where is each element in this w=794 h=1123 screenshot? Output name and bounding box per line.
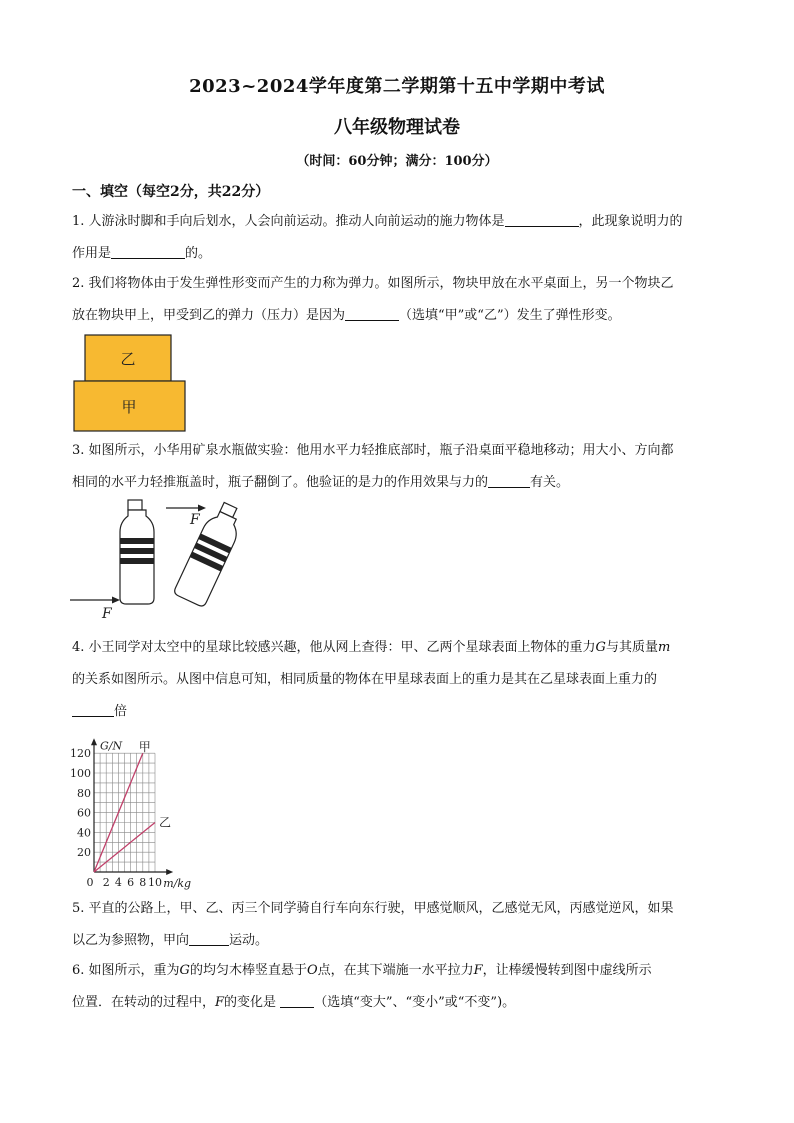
question-6-text: ，让棒缓慢转到图中虚线所示 (482, 963, 652, 978)
question-6-line-2 (72, 987, 724, 1019)
question-1-text: ，此现象说明力的 (578, 214, 683, 229)
answer-blank[interactable] (488, 473, 530, 488)
question-1 (72, 206, 724, 270)
exam-info: （时间：60分钟；满分：100分） (296, 154, 498, 169)
question-3 (72, 435, 724, 499)
question-4-line-3 (72, 696, 724, 728)
question-4-text: 的关系如图所示。从图中信息可知，相同质量的物体在甲星球表面上的重力是其在乙星球表面上重力的 (72, 672, 658, 687)
y-axis-arrow (91, 738, 97, 745)
bottle-upright-icon (120, 500, 154, 604)
force-arrowhead-bottom (112, 597, 120, 604)
answer-blank[interactable] (111, 244, 185, 259)
question-1-text: 的。 (185, 246, 212, 261)
question-5-text: 5. 平直的公路上，甲、乙、丙三个同学骑自行车向东行驶，甲感觉顺风，乙感觉无风，丙感觉逆风，如果 (72, 901, 674, 916)
question-6-line-1 (72, 955, 724, 987)
y-tick-label: 60 (77, 806, 91, 820)
answer-blank[interactable] (345, 306, 399, 321)
question-1-text: 作用是 (72, 246, 112, 261)
question-2-line-2 (72, 300, 724, 332)
question-5-line-1 (72, 893, 724, 925)
question-6-text: 的均匀木棒竖直悬于 (189, 963, 307, 978)
question-3-text: 有关。 (530, 475, 570, 490)
x-axis-label: m/kg (163, 877, 192, 890)
x-tick-label: 8 (139, 876, 147, 889)
force-label-top: F (190, 512, 200, 528)
question-5-text: 运动。 (229, 933, 269, 948)
mass-symbol: m (657, 640, 671, 655)
force-symbol: F (215, 995, 225, 1010)
x-tick-label: 2 (102, 876, 110, 889)
answer-blank[interactable] (189, 931, 229, 946)
answer-blank[interactable] (72, 702, 114, 717)
y-axis-label: G/N (100, 739, 123, 753)
question-4-line-2 (72, 664, 724, 696)
question-2 (72, 268, 724, 332)
question-2-text: （选填“甲”或“乙”）发生了弹性形变。 (399, 308, 621, 323)
question-3-line-2 (72, 467, 724, 499)
x-tick-label: 6 (127, 876, 135, 889)
question-1-text: 1. 人游泳时脚和手向后划水，人会向前运动。推动人向前运动的施力物体是 (72, 214, 505, 229)
series-label: 乙 (159, 815, 172, 830)
question-1-line-1 (72, 206, 724, 238)
question-4-text: 倍 (114, 704, 128, 719)
blocks-figure (72, 334, 192, 434)
y-tick-label: 80 (77, 786, 91, 800)
x-tick-label: 10 (148, 876, 162, 889)
x-tick-label: 4 (114, 876, 122, 889)
exam-title: 2023~2024学年度第二学期第十五中学期中考试 (189, 76, 605, 97)
y-tick-label: 40 (77, 826, 91, 840)
question-3-text: 相同的水平力轻推瓶盖时，瓶子翻倒了。他验证的是力的作用效果与力的 (72, 475, 489, 490)
answer-blank[interactable] (280, 993, 314, 1008)
y-tick-label: 20 (77, 846, 91, 860)
g-m-chart (66, 728, 266, 890)
question-6 (72, 955, 724, 1019)
question-6-text: 点，在其下端施一水平拉力 (317, 963, 474, 978)
question-5-text: 以乙为参照物，甲向 (72, 933, 190, 948)
force-symbol: F (473, 963, 483, 978)
question-5 (72, 893, 724, 957)
question-1-line-2 (72, 238, 724, 270)
question-6-text: 位置．在转动的过程中， (72, 995, 216, 1010)
question-4-line-1 (72, 632, 724, 664)
y-tick-label: 100 (70, 767, 91, 780)
bottle-tilted-icon (173, 499, 248, 608)
x-tick-label: 0 (86, 876, 94, 889)
answer-blank[interactable] (505, 212, 579, 227)
block-yi-label: 乙 (120, 350, 136, 368)
pivot-symbol: O (306, 963, 318, 978)
question-3-text: 3. 如图所示，小华用矿泉水瓶做实验：他用水平力轻推底部时，瓶子沿桌面平稳地移动；用大小、方向都 (72, 443, 674, 458)
y-tick-label: 120 (70, 747, 91, 761)
question-6-text: （选填“变大”、“变小”或“不变”)。 (314, 995, 516, 1010)
force-label-bottom: F (102, 606, 112, 620)
section-title: 一、填空（每空2分，共22分） (72, 184, 270, 200)
exam-subtitle: 八年级物理试卷 (334, 117, 460, 138)
x-axis-arrow (166, 869, 173, 875)
series-label: 甲 (138, 740, 151, 755)
question-6-text: 的变化是 (224, 995, 277, 1010)
question-2-line-1 (72, 268, 724, 300)
question-2-text: 放在物块甲上，甲受到乙的弹力（压力）是因为 (72, 308, 346, 323)
block-jia-label: 甲 (121, 398, 137, 416)
question-4-text: 与其质量 (605, 640, 658, 655)
question-4 (72, 632, 724, 728)
gravity-symbol: G (595, 640, 606, 655)
question-5-line-2 (72, 925, 724, 957)
question-4-text: 4. 小王同学对太空中的星球比较感兴趣，他从网上查得：甲、乙两个星球表面上物体的重力 (72, 640, 596, 655)
gravity-symbol: G (179, 963, 190, 978)
force-arrowhead-top (198, 505, 206, 512)
question-6-text: 6. 如图所示，重为 (72, 963, 180, 978)
bottles-figure (66, 498, 256, 620)
question-3-line-1 (72, 435, 724, 467)
question-2-text: 2. 我们将物体由于发生弹性形变而产生的力称为弹力。如图所示，物块甲放在水平桌面上，另一个物块乙 (72, 276, 674, 291)
